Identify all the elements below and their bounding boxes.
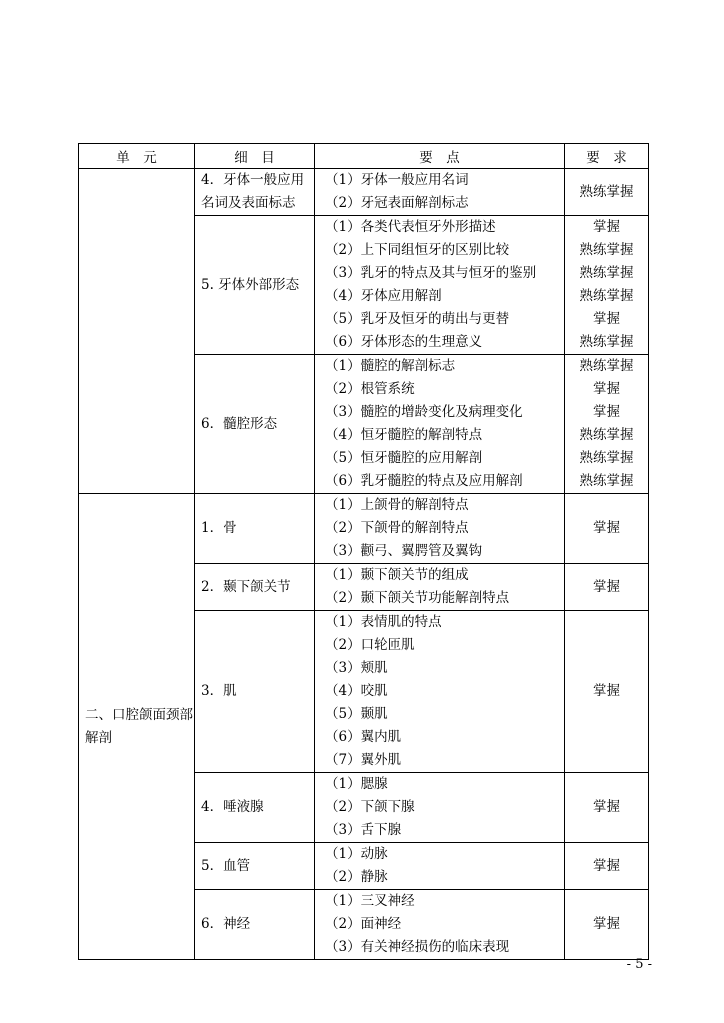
point-item: （4）恒牙髓腔的解剖特点 — [325, 427, 483, 443]
requirement-item: 熟练掌握 — [579, 265, 634, 281]
points-cell — [315, 216, 565, 355]
requirement-item: 掌握 — [593, 857, 620, 874]
header-unit: 单 元 — [79, 144, 195, 169]
point-item: （3）髓腔的增龄变化及病理变化 — [325, 404, 523, 420]
requirement-item: 熟练掌握 — [579, 358, 634, 374]
point-item: （3）颧弓、翼腭管及翼钩 — [325, 543, 483, 559]
requirement-item: 掌握 — [593, 311, 620, 327]
requirement-cell — [565, 843, 649, 890]
point-item: （5）颞肌 — [325, 706, 388, 722]
point-item: （4）牙体应用解剖 — [325, 288, 442, 304]
header-item: 细 目 — [195, 144, 315, 169]
point-item: （2）面神经 — [325, 916, 402, 932]
unit-cell — [79, 169, 195, 494]
point-item: （2）上下同组恒牙的区别比较 — [325, 242, 510, 258]
point-item: （1）腮腺 — [325, 776, 388, 792]
point-item: （2）静脉 — [325, 869, 388, 885]
item-cell: 6．髓腔形态 — [195, 355, 315, 494]
point-item: （1）牙体一般应用名词 — [325, 172, 469, 188]
table-row — [79, 169, 649, 216]
point-item: （1）各类代表恒牙外形描述 — [325, 219, 496, 235]
point-item: （2）下颌下腺 — [325, 799, 415, 815]
requirement-item: 熟练掌握 — [579, 473, 634, 489]
point-item: （1）表情肌的特点 — [325, 614, 442, 630]
point-item: （2）颞下颌关节功能解剖特点 — [325, 590, 510, 606]
point-item: （1）上颌骨的解剖特点 — [325, 497, 469, 513]
item-cell: 6．神经 — [195, 890, 315, 960]
point-item: （1）髓腔的解剖标志 — [325, 358, 456, 374]
requirement-cell — [565, 890, 649, 960]
item-cell: 4．牙体一般应用名词及表面标志 — [195, 169, 315, 216]
point-item: （4）咬肌 — [325, 683, 388, 699]
syllabus-table — [78, 143, 649, 960]
item-cell: 2．颞下颌关节 — [195, 564, 315, 611]
requirement-item: 熟练掌握 — [579, 450, 634, 466]
requirement-item: 掌握 — [593, 683, 620, 699]
requirement-cell — [565, 169, 649, 216]
requirement-item: 掌握 — [593, 799, 620, 815]
point-item: （6）翼内肌 — [325, 729, 402, 745]
header-requirement: 要 求 — [565, 144, 649, 169]
point-item: （5）恒牙髓腔的应用解剖 — [325, 450, 483, 466]
points-cell — [315, 843, 565, 890]
point-item: （2）下颌骨的解剖特点 — [325, 520, 469, 536]
point-item: （2）根管系统 — [325, 381, 415, 397]
point-item: （2）口轮匝肌 — [325, 637, 415, 653]
points-cell — [315, 611, 565, 773]
point-item: （1）三叉神经 — [325, 893, 415, 909]
points-cell — [315, 169, 565, 216]
point-item: （3）有关神经损伤的临床表现 — [325, 939, 510, 955]
points-cell — [315, 890, 565, 960]
header-points: 要 点 — [315, 144, 565, 169]
point-item: （7）翼外肌 — [325, 752, 402, 768]
point-item: （6）乳牙髓腔的特点及应用解剖 — [325, 473, 523, 489]
point-item: （5）乳牙及恒牙的萌出与更替 — [325, 311, 510, 327]
point-item: （2）牙冠表面解剖标志 — [325, 195, 469, 211]
requirement-cell — [565, 564, 649, 611]
point-item: （3）乳牙的特点及其与恒牙的鉴别 — [325, 265, 537, 281]
item-cell: 5．血管 — [195, 843, 315, 890]
requirement-item: 掌握 — [593, 916, 620, 932]
point-item: （1）动脉 — [325, 846, 388, 862]
page-number: - 5 - — [626, 957, 652, 972]
requirement-item: 掌握 — [593, 404, 620, 420]
point-item: （3）舌下腺 — [325, 822, 402, 838]
requirement-item: 掌握 — [593, 520, 620, 536]
requirement-cell — [565, 773, 649, 843]
table-row — [79, 494, 649, 564]
requirement-cell — [565, 216, 649, 355]
unit-cell: 二、口腔颌面颈部解剖 — [79, 494, 195, 960]
item-cell: 5. 牙体外部形态 — [195, 216, 315, 355]
requirement-item: 掌握 — [593, 578, 620, 595]
table-body — [79, 169, 649, 960]
requirement-item: 熟练掌握 — [579, 183, 634, 200]
point-item: （3）颊肌 — [325, 660, 388, 676]
requirement-cell — [565, 611, 649, 773]
header-row — [79, 144, 649, 169]
point-item: （1）颞下颌关节的组成 — [325, 567, 469, 583]
requirement-item: 熟练掌握 — [579, 334, 634, 350]
requirement-item: 熟练掌握 — [579, 242, 634, 258]
requirement-item: 熟练掌握 — [579, 288, 634, 304]
requirement-cell — [565, 355, 649, 494]
requirement-item: 掌握 — [593, 219, 620, 235]
requirement-item: 掌握 — [593, 381, 620, 397]
requirement-item: 熟练掌握 — [579, 427, 634, 443]
item-cell: 4．唾液腺 — [195, 773, 315, 843]
points-cell — [315, 564, 565, 611]
item-cell: 3．肌 — [195, 611, 315, 773]
points-cell — [315, 773, 565, 843]
item-cell: 1．骨 — [195, 494, 315, 564]
point-item: （6）牙体形态的生理意义 — [325, 334, 483, 350]
points-cell — [315, 355, 565, 494]
requirement-cell — [565, 494, 649, 564]
points-cell — [315, 494, 565, 564]
